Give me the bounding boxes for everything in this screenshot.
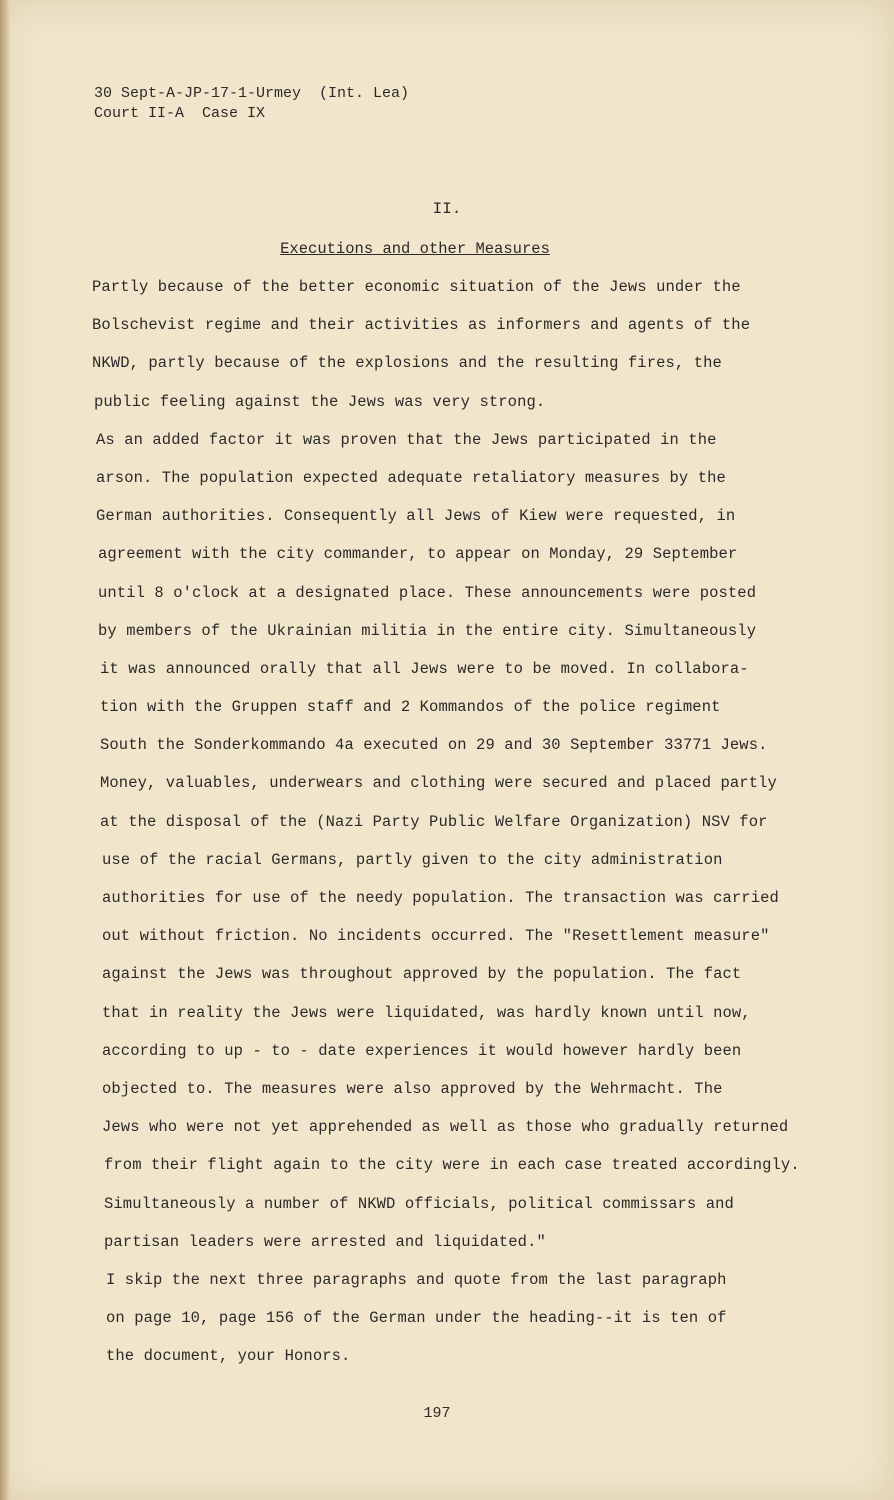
header-reference: 30 Sept-A-JP-17-1-Urmey (Int. Lea) (94, 85, 410, 102)
text-line: it was announced orally that all Jews were to be moved. In collabora- (100, 659, 749, 678)
text-line: German authorities. Consequently all Jews of Kiew were requested, in (96, 507, 736, 526)
text-line: I skip the next three paragraphs and quote from the last paragraph (106, 1270, 727, 1289)
text-line: according to up - to - date experiences it would however hardly been (102, 1041, 742, 1060)
text-line: agreement with the city commander, to appear on Monday, 29 September (98, 545, 738, 564)
text-line: authorities for use of the needy population. The transaction was carried (102, 889, 779, 907)
text-line: against the Jews was throughout approved by the population. The fact (102, 965, 742, 984)
document-header (94, 84, 409, 124)
text-line: Bolschevist regime and their activities as informers and agents of the (92, 316, 751, 335)
text-line: on page 10, page 156 of the German under the heading--it is ten of (106, 1309, 727, 1328)
text-line: objected to. The measures were also approved by the Wehrmacht. The (102, 1079, 723, 1098)
text-line: As an added factor it was proven that the Jews participated in the (96, 430, 717, 449)
text-line: partisan leaders were arrested and liquidated." (104, 1232, 546, 1251)
text-line: NKWD, partly because of the explosions and the resulting fires, the (92, 354, 722, 373)
text-line: South the Sonderkommando 4a executed on 29 and 30 September 33771 Jews. (100, 736, 768, 755)
text-line: Jews who were not yet apprehended as well as those who gradually returned (102, 1118, 789, 1137)
header-court-case: Court II-A Case IX (94, 105, 266, 122)
text-line: tion with the Gruppen staff and 2 Kommandos of the police regiment (100, 698, 721, 717)
text-line: use of the racial Germans, partly given to the city administration (102, 850, 723, 869)
text-line: that in reality the Jews were liquidated, was hardly known until now, (102, 1003, 751, 1022)
body-text (92, 272, 812, 1379)
text-line: the document, your Honors. (106, 1347, 351, 1366)
text-line: public feeling against the Jews was very strong. (94, 392, 546, 411)
text-line: out without friction. No incidents occurred. The "Resettlement measure" (102, 927, 770, 946)
section-title: Executions and other Measures (280, 240, 550, 258)
text-line: from their flight again to the city were in each case treated accordingly. (104, 1156, 800, 1175)
page-binding-edge (0, 0, 10, 1500)
text-line: at the disposal of the (Nazi Party Public Welfare Organization) NSV for (100, 812, 768, 831)
page-number: 197 (423, 1405, 451, 1422)
section-number: II. (432, 200, 462, 218)
text-line: Simultaneously a number of NKWD officials, political commissars and (104, 1194, 734, 1213)
text-line: Money, valuables, underwears and clothing were secured and placed partly (100, 774, 777, 793)
text-line: until 8 o'clock at a designated place. These announcements were posted (98, 583, 757, 602)
text-line: by members of the Ukrainian militia in the entire city. Simultaneously (98, 621, 757, 640)
text-line: Partly because of the better economic situation of the Jews under the (92, 278, 741, 296)
text-line: arson. The population expected adequate retaliatory measures by the (96, 468, 726, 487)
